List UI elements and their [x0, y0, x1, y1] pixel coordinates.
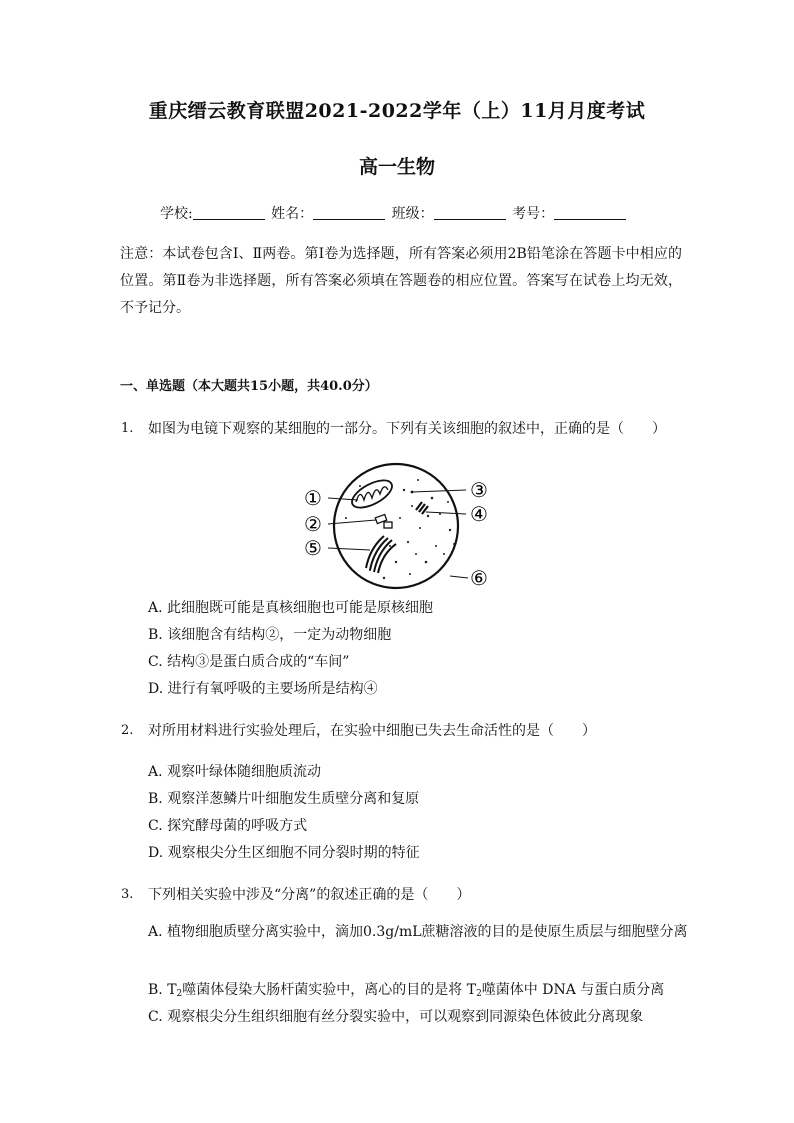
- class-blank: [434, 205, 506, 220]
- figure-label-3: ③: [470, 478, 488, 502]
- option-d: D. 观察根尖分生区细胞不同分裂时期的特征: [148, 845, 420, 861]
- option-b-part: B. T: [148, 982, 177, 998]
- option-a: A. 观察叶绿体随细胞质流动: [148, 764, 322, 780]
- figure-label-1: ①: [304, 486, 322, 510]
- question-number: 3.: [121, 887, 134, 902]
- option-b: B. 该细胞含有结构②，一定为动物细胞: [148, 627, 392, 643]
- exam-notice: 注意：本试卷包含Ⅰ、Ⅱ两卷。第Ⅰ卷为选择题，所有答案必须用2B铅笔涂在答题卡中相应的位置。第Ⅱ卷为非选择题，所有答案必须填在答题卷的相应位置。答案写在试卷上均无效，不予记分。: [120, 246, 682, 316]
- option-b-part: 噬菌体侵染大肠杆菌实验中，离心的目的是将 T: [182, 982, 477, 998]
- option-c: C. 结构③是蛋白质合成的“车间”: [148, 654, 350, 670]
- page-subtitle: 高一生物: [358, 156, 435, 178]
- student-info-row: [160, 203, 628, 223]
- question-stem: 如图为电镜下观察的某细胞的一部分。下列有关该细胞的叙述中，正确的是（ ）: [148, 421, 666, 437]
- question-stem: 对所用材料进行实验处理后，在实验中细胞已失去生命活性的是（ ）: [148, 723, 596, 739]
- figure-label-4: ④: [470, 502, 488, 526]
- option-b-part: 噬菌体中 DNA 与蛋白质分离: [481, 982, 665, 998]
- page-title: 重庆缙云教育联盟2021-2022学年（上）11月月度考试: [148, 100, 646, 122]
- option-a: A. 植物细胞质壁分离实验中，滴加0.3g/mL蔗糖溶液的目的是使原生质层与细胞壁分离: [148, 924, 688, 940]
- question-number: 2.: [121, 723, 134, 738]
- name-blank: [313, 205, 385, 220]
- exam-number-blank: [554, 205, 626, 220]
- figure-label-2: ②: [304, 512, 322, 536]
- option-b: B. 观察洋葱鳞片叶细胞发生质壁分离和复原: [148, 791, 420, 807]
- option-a: A. 此细胞既可能是真核细胞也可能是原核细胞: [148, 600, 434, 616]
- exam-number-label: 考号：: [512, 206, 555, 222]
- subscript-2: 2: [176, 989, 183, 999]
- school-label: 学校:: [160, 206, 193, 222]
- subscript-2: 2: [476, 989, 482, 999]
- option-c: C. 观察根尖分生组织细胞有丝分裂实验中，可以观察到同源染色体彼此分离现象: [148, 1009, 644, 1025]
- name-label: 姓名：: [271, 206, 314, 222]
- question-number: 1.: [121, 421, 134, 436]
- school-blank: [193, 205, 265, 220]
- option-b: [148, 979, 664, 999]
- section-heading: 一、单选题（本大题共15小题，共40.0分）: [120, 379, 378, 394]
- figure-label-6: ⑥: [470, 566, 488, 590]
- class-label: 班级：: [391, 206, 434, 222]
- question-stem: 下列相关实验中涉及“分离”的叙述正确的是（ ）: [148, 887, 471, 903]
- option-d: D. 进行有氧呼吸的主要场所是结构④: [148, 681, 378, 697]
- figure-label-5: ⑤: [304, 536, 322, 560]
- option-c: C. 探究酵母菌的呼吸方式: [148, 818, 308, 834]
- cell-diagram: [300, 458, 500, 590]
